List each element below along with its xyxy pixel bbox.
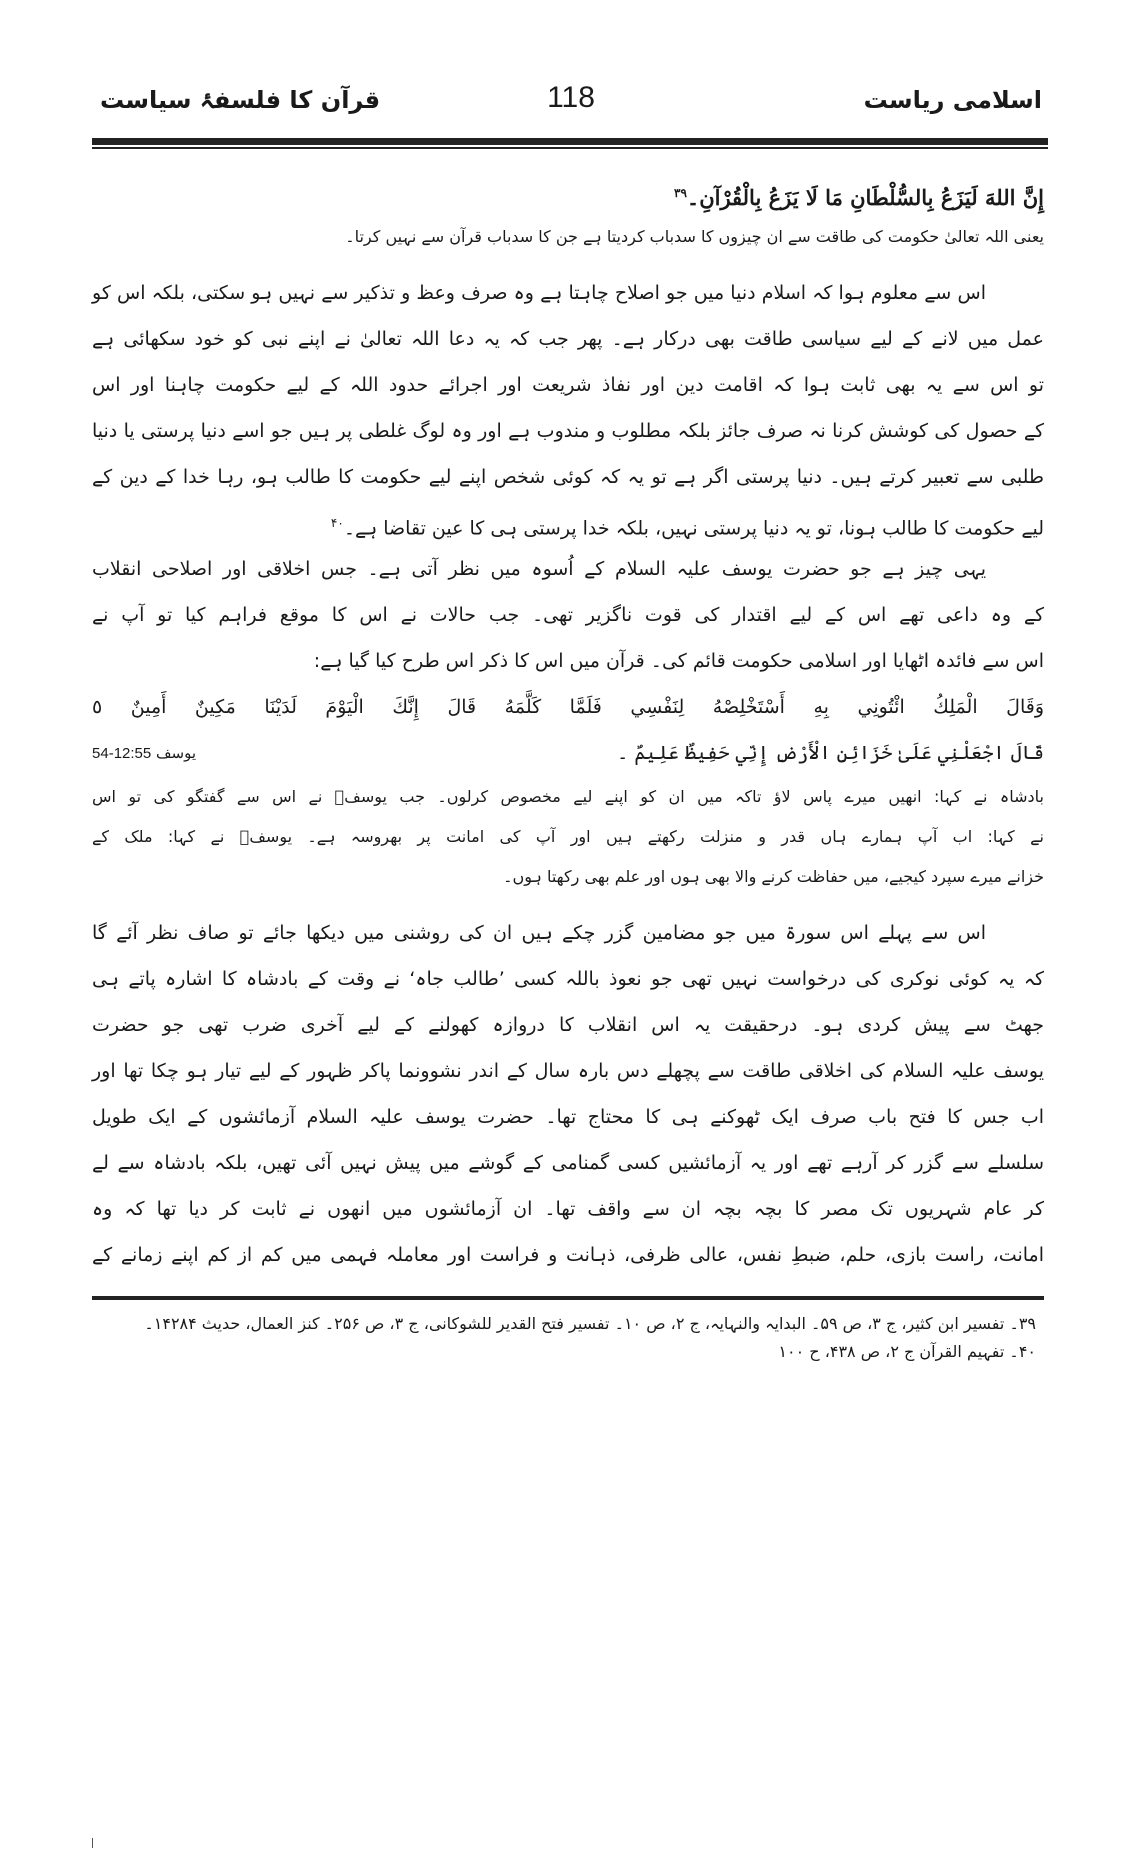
page-body <box>92 170 1044 1366</box>
header-rule-thin <box>92 147 1048 149</box>
text-line: اس سے فائدہ اٹھایا اور اسلامی حکومت قائم کی۔ قرآن میں اس کا ذکر اس طرح کیا گیا ہے: <box>313 650 1044 672</box>
verse-translation <box>92 776 1044 896</box>
opening-translation: یعنی اللہ تعالیٰ حکومت کی طاقت سے ان چیزوں کا سدباب کردیتا ہے جن کا سدباب قرآن سے نہیں کرتا۔ <box>345 227 1044 246</box>
text-line: کے وہ داعی تھے اس کے لیے اقتدار کی قوت ناگزیر تھی۔ جب حالات نے اس کا موقع فراہم کیا تو آپ نے <box>92 604 1044 626</box>
text-line: جھٹ سے پیش کردی ہو۔ درحقیقت یہ اس انقلاب کا دروازہ کھولنے کے لیے آخری ضرب تھی جو حضرت <box>92 1014 1044 1036</box>
spacer <box>92 896 1044 910</box>
paragraph-2 <box>92 546 1044 684</box>
footnote-39: ۳۹۔ تفسیر ابن کثیر، ج ۳، ص ۵۹۔ البدایہ والنہایہ، ج ۲، ص ۱۰۔ تفسیر فتح القدیر للشوکانی، ج ۳، ص ۲۵۶۔ کنز العمال، حدیث ۱۴۲۸۴۔ <box>144 1314 1036 1333</box>
verse-line: وَقَالَ الْمَلِكُ ائْتُونِي بِهِ أَسْتَخْلِصْهُ لِنَفْسِي فَلَمَّا كَلَّمَهُ قَالَ إِنَّكَ الْيَوْمَ لَدَيْنَا مَكِينٌ أَمِينٌ ٥ <box>92 696 1044 718</box>
text-line: اب جس کا فتح باب صرف ایک ٹھوکنے ہی کا محتاج تھا۔ حضرت یوسف علیہ السلام آزمائشوں کے ایک طویل <box>92 1106 1044 1128</box>
text-line: اس سے معلوم ہوا کہ اسلام دنیا میں جو اصلاح چاہتا ہے وہ صرف وعظ و تذکیر سے نہیں ہو سکتی، بلکہ اس کو <box>92 282 986 304</box>
text-line: عمل میں لانے کے لیے سیاسی طاقت بھی درکار ہے۔ پھر جب کہ یہ دعا اللہ تعالیٰ نے اپنے نبی کو خود سکھائی ہے <box>92 328 1044 350</box>
text-line: امانت، راست بازی، حلم، ضبطِ نفس، عالی ظرفی، ذہانت و فراست اور معاملہ فہمی میں کم از کم اپنے زمانے کے <box>92 1244 1044 1266</box>
footnote-ref-39[interactable]: ۳۹ <box>674 186 687 200</box>
verse-text: قَالَ اجْعَلْنِي عَلَىٰ خَزَائِنِ الْأَرْضِ إِنِّي حَفِيظٌ عَلِيمٌ ۔ <box>617 742 1044 764</box>
text-line: طلبی سے تعبیر کرتے ہیں۔ دنیا پرستی اگر ہے تو یہ کہ کوئی شخص اپنے لیے حکومت کا طالب ہو، رہا خدا کے دین کے <box>92 466 1044 488</box>
running-title-left: قرآن کا فلسفۂ سیاست <box>100 86 381 114</box>
paragraph-3 <box>92 910 1044 1278</box>
verse-line <box>92 730 1044 776</box>
line-text: لیے حکومت کا طالب ہونا، تو یہ دنیا پرستی نہیں، بلکہ خدا پرستی ہی کا عین تقاضا ہے۔ <box>343 517 1044 540</box>
arabic-text: إِنَّ اللهَ لَيَزَعُ بِالسُّلْطَانِ مَا لَا يَزَعُ بِالْقُرْآنِ۔ <box>686 185 1044 210</box>
translation-line: نے کہا: اب آپ ہمارے ہاں قدر و منزلت رکھتے ہیں اور آپ کی امانت پر بھروسہ ہے۔ یوسفؑ نے کہا: ملک کے <box>92 827 1044 846</box>
footnote-rule <box>92 1296 1044 1300</box>
translation-line: خزانے میرے سپرد کیجیے، میں حفاظت کرنے والا بھی ہوں اور علم بھی رکھتا ہوں۔ <box>503 867 1044 886</box>
spacer <box>92 256 1044 270</box>
quran-verse <box>92 684 1044 776</box>
text-line: سلسلے سے گزر کر آرہے تھے اور یہ آزمائشیں کسی گمنامی کے گوشے میں پیش نہیں آئی تھیں، بلکہ بادشاہ سے لے <box>92 1152 1044 1174</box>
footnote-40: ۴۰۔ تفہیم القرآن ج ۲، ص ۴۳۸، ح ۱۰۰ <box>778 1342 1036 1361</box>
reference-numbers: 12:55-54 <box>92 745 152 762</box>
text-line: اس سے پہلے اس سورۃ میں جو مضامین گزر چکے ہیں ان کی روشنی میں دیکھا جائے تو صاف نظر آئے گا <box>92 922 986 944</box>
text-line <box>92 500 1044 546</box>
footnote-ref-40[interactable]: ۴۰ <box>330 516 344 530</box>
translation-line: بادشاہ نے کہا: انھیں میرے پاس لاؤ تاکہ میں ان کو اپنے لیے مخصوص کرلوں۔ جب یوسفؑ نے اس سے گفتگو کی تو اس <box>92 787 1044 806</box>
text-line: کہ یہ کوئی نوکری کی درخواست نہیں تھی جو نعوذ باللہ کسی ’طالب جاہ‘ نے وقت کے بادشاہ کا اشارہ پاتے ہی <box>92 968 1044 990</box>
running-title-right: اسلامی ریاست <box>863 86 1042 114</box>
paragraph-1 <box>92 270 1044 546</box>
text-line: یہی چیز ہے جو حضرت یوسف علیہ السلام کے اُسوہ میں نظر آتی ہے۔ جس اخلاقی اور اصلاحی انقلاب <box>92 558 986 580</box>
text-line: تو اس سے یہ بھی ثابت ہوا کہ اقامت دین اور نفاذ شریعت اور اجرائے حدود اللہ کے لیے حکومت چاہنا اور اس <box>92 374 1044 396</box>
scan-mark <box>92 1838 93 1848</box>
text-line: یوسف علیہ السلام کی اخلاقی طاقت سے پچھلے دس بارہ سال کے اندر نشوونما پاکر ظہور کے لیے تیار ہو چکا تھا اور <box>92 1060 1044 1082</box>
reference-surah: یوسف <box>156 744 197 762</box>
footnotes <box>92 1310 1044 1366</box>
header-rule-thick <box>92 138 1048 145</box>
text-line: کر عام شہریوں تک مصر کا بچہ بچہ ان سے واقف تھا۔ ان آزمائشوں میں انھوں نے ثابت کر دیا تھا کہ وہ <box>92 1198 1044 1220</box>
text-line: کے حصول کی کوشش کرنا نہ صرف جائز بلکہ مطلوب و مندوب ہے اور وہ لوگ غلطی پر ہیں جو اسے دنیا پرستی یا دنیا <box>92 420 1044 442</box>
page-number: 118 <box>547 81 595 114</box>
opening-arabic-quote <box>92 170 1044 216</box>
verse-reference <box>92 738 196 769</box>
